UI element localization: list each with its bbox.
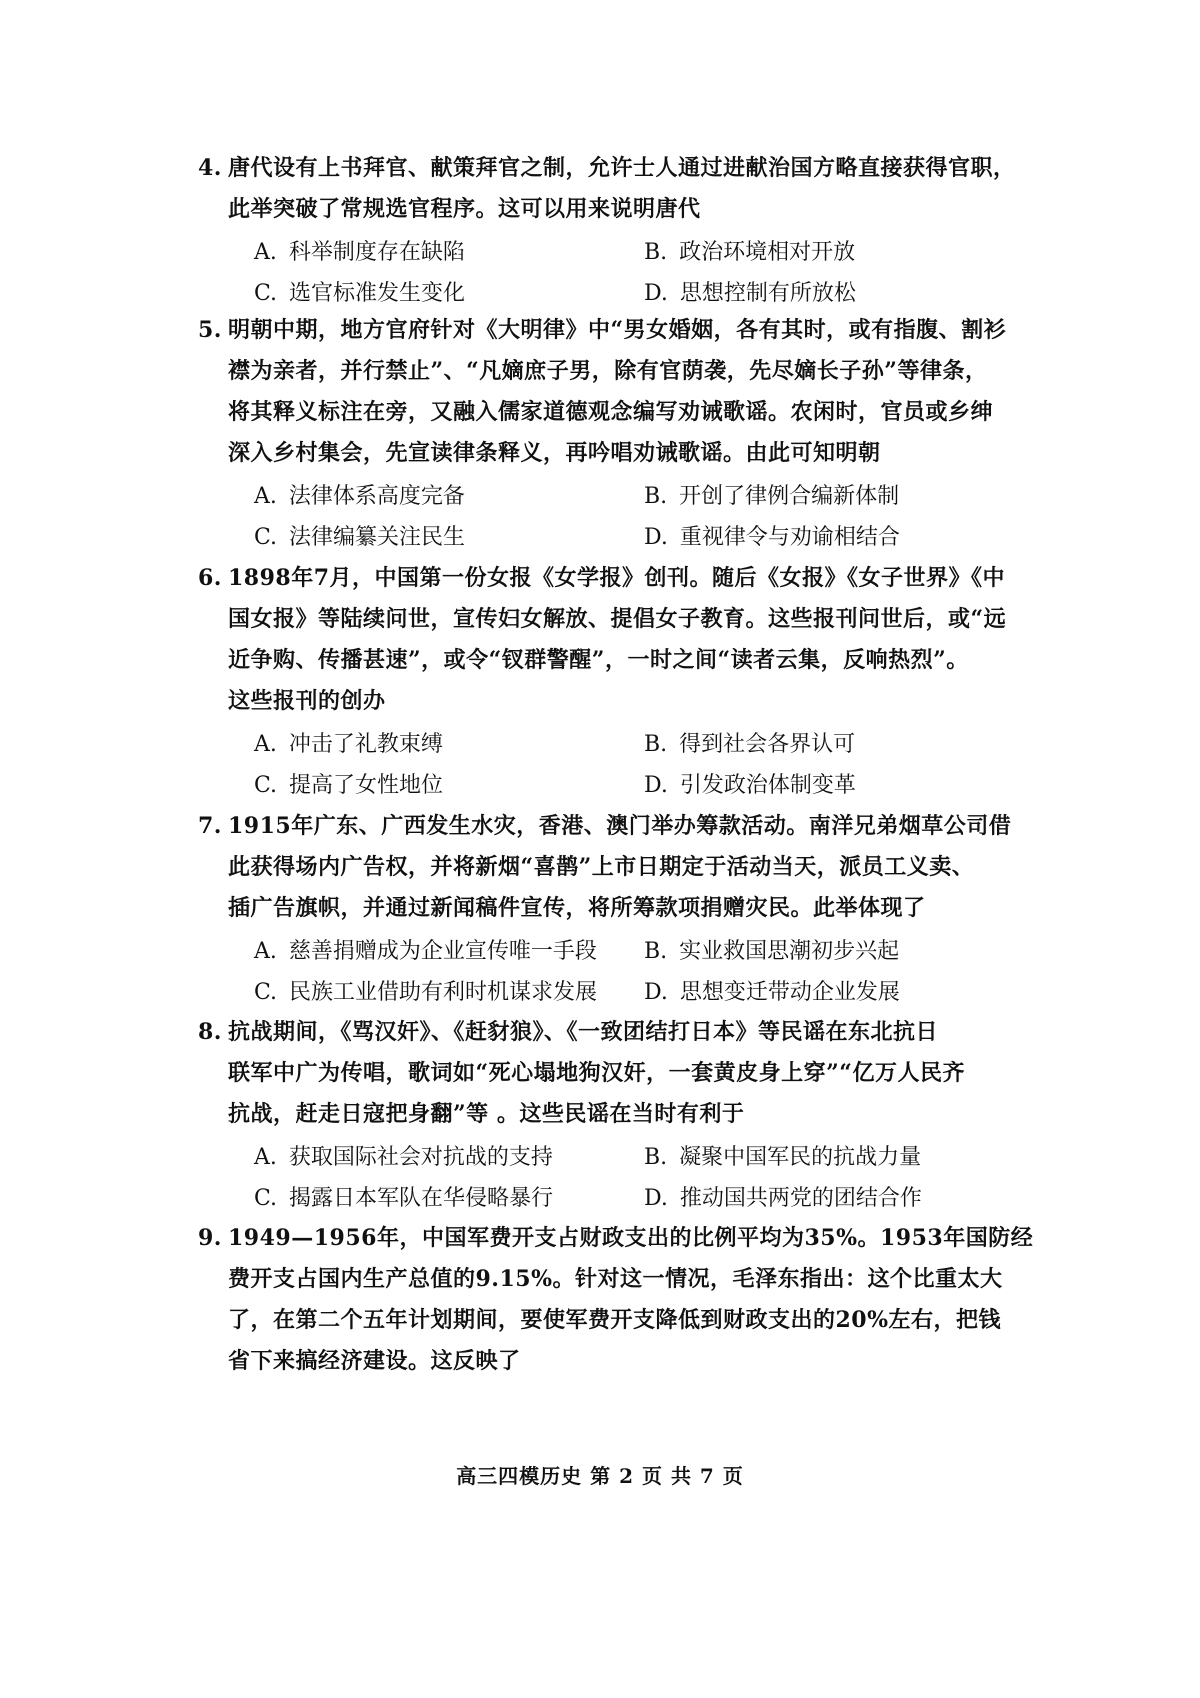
options — [228, 1137, 1008, 1219]
stem-line: 1915年广东、广西发生水灾，香港、澳门举办筹款活动。南洋兄弟烟草公司借 — [228, 813, 1012, 839]
option-a: A. 法律体系高度完备 — [254, 484, 465, 509]
question-number: 8. — [198, 1019, 222, 1045]
page-footer: 高三四模历史 第 2 页 共 7 页 — [456, 1464, 744, 1488]
stem-line: 抗战期间，《骂汉奸》、《赶豺狼》、《一致团结打日本》等民谣在东北抗日 — [228, 1019, 939, 1045]
stem-line: 抗战，赶走日寇把身翻”等 。这些民谣在当时有利于 — [228, 1101, 745, 1127]
question-9 — [198, 1218, 1034, 1382]
question-stem — [198, 806, 1012, 929]
stem-line: 国女报》等陆续问世，宣传妇女解放、提倡女子教育。这些报刊问世后，或“远 — [228, 606, 1007, 632]
option-c: C. 民族工业借助有利时机谋求发展 — [254, 980, 598, 1005]
option-d: D. 思想控制有所放松 — [644, 281, 856, 306]
options — [228, 232, 1008, 314]
option-b: B. 实业救国思潮初步兴起 — [644, 939, 900, 964]
option-b: B. 得到社会各界认可 — [644, 732, 856, 757]
stem-line: 1949—1956年，中国军费开支占财政支出的比例平均为35%。1953年国防经 — [228, 1225, 1034, 1251]
stem-line: 明朝中期，地方官府针对《大明律》中“男女婚姻，各有其时，或有指腹、割衫 — [228, 317, 1007, 343]
stem-line: 将其释义标注在旁，又融入儒家道德观念编写劝诫歌谣。农闲时，官员或乡绅 — [228, 399, 994, 425]
option-d: D. 引发政治体制变革 — [644, 773, 856, 798]
question-number: 5. — [198, 317, 222, 343]
question-8 — [198, 1012, 1008, 1219]
question-stem — [198, 1012, 1008, 1135]
stem-line: 1898年7月，中国第一份女报《女学报》创刊。随后《女报》《女子世界》《中 — [228, 565, 1006, 591]
option-b: B. 凝聚中国军民的抗战力量 — [644, 1145, 922, 1170]
option-d: D. 思想变迁带动企业发展 — [644, 980, 900, 1005]
option-d: D. 重视律令与劝谕相结合 — [644, 525, 900, 550]
option-c: C. 法律编纂关注民生 — [254, 525, 466, 550]
stem-line: 省下来搞经济建设。这反映了 — [228, 1348, 521, 1374]
question-6 — [198, 558, 1008, 806]
option-d: D. 推动国共两党的团结合作 — [644, 1186, 922, 1211]
stem-line: 此获得场内广告权，并将新烟“喜鹊”上市日期定于活动当天，派员工义卖、 — [228, 854, 975, 880]
question-number: 9. — [198, 1225, 222, 1251]
question-number: 7. — [198, 813, 222, 839]
stem-line: 了，在第二个五年计划期间，要使军费开支降低到财政支出的20%左右，把钱 — [228, 1307, 1002, 1333]
stem-line: 深入乡村集会，先宣读律条释义，再吟唱劝诫歌谣。由此可知明朝 — [228, 440, 881, 466]
stem-line: 近争购、传播甚速”，或令“钗群警醒”，一时之间“读者云集，反响热烈”。 — [228, 647, 969, 673]
question-stem — [198, 558, 1008, 722]
stem-line: 唐代设有上书拜官、献策拜官之制，允许士人通过进献治国方略直接获得官职， — [228, 155, 1016, 181]
question-stem — [198, 148, 1016, 230]
stem-line: 襟为亲者，并行禁止”、“凡嫡庶子男，除有官荫袭，先尽嫡长子孙”等律条， — [228, 358, 988, 384]
option-a: A. 冲击了礼教束缚 — [254, 732, 443, 757]
question-5 — [198, 310, 1008, 558]
option-b: B. 政治环境相对开放 — [644, 240, 856, 265]
options — [228, 931, 1008, 1013]
stem-line: 联军中广为传唱，歌词如“死心塌地狗汉奸，一套黄皮身上穿”“亿万人民齐 — [228, 1060, 965, 1086]
question-number: 6. — [198, 565, 222, 591]
options — [228, 724, 1008, 806]
question-number: 4. — [198, 155, 222, 181]
option-a: A. 慈善捐赠成为企业宣传唯一手段 — [254, 939, 597, 964]
option-c: C. 揭露日本军队在华侵略暴行 — [254, 1186, 554, 1211]
stem-line: 此举突破了常规选官程序。这可以用来说明唐代 — [228, 196, 701, 222]
question-stem — [198, 1218, 1034, 1382]
option-c: C. 选官标准发生变化 — [254, 281, 466, 306]
options — [228, 476, 1008, 558]
stem-line: 这些报刊的创办 — [228, 688, 386, 714]
stem-line: 费开支占国内生产总值的9.15%。针对这一情况，毛泽东指出：这个比重太大 — [228, 1266, 1003, 1292]
option-a: A. 获取国际社会对抗战的支持 — [254, 1145, 553, 1170]
option-c: C. 提高了女性地位 — [254, 773, 444, 798]
question-4 — [198, 148, 1016, 314]
stem-line: 插广告旗帜，并通过新闻稿件宣传，将所筹款项捐赠灾民。此举体现了 — [228, 895, 926, 921]
option-b: B. 开创了律例合编新体制 — [644, 484, 900, 509]
question-stem — [198, 310, 1008, 474]
question-7 — [198, 806, 1012, 1013]
option-a: A. 科举制度存在缺陷 — [254, 240, 465, 265]
